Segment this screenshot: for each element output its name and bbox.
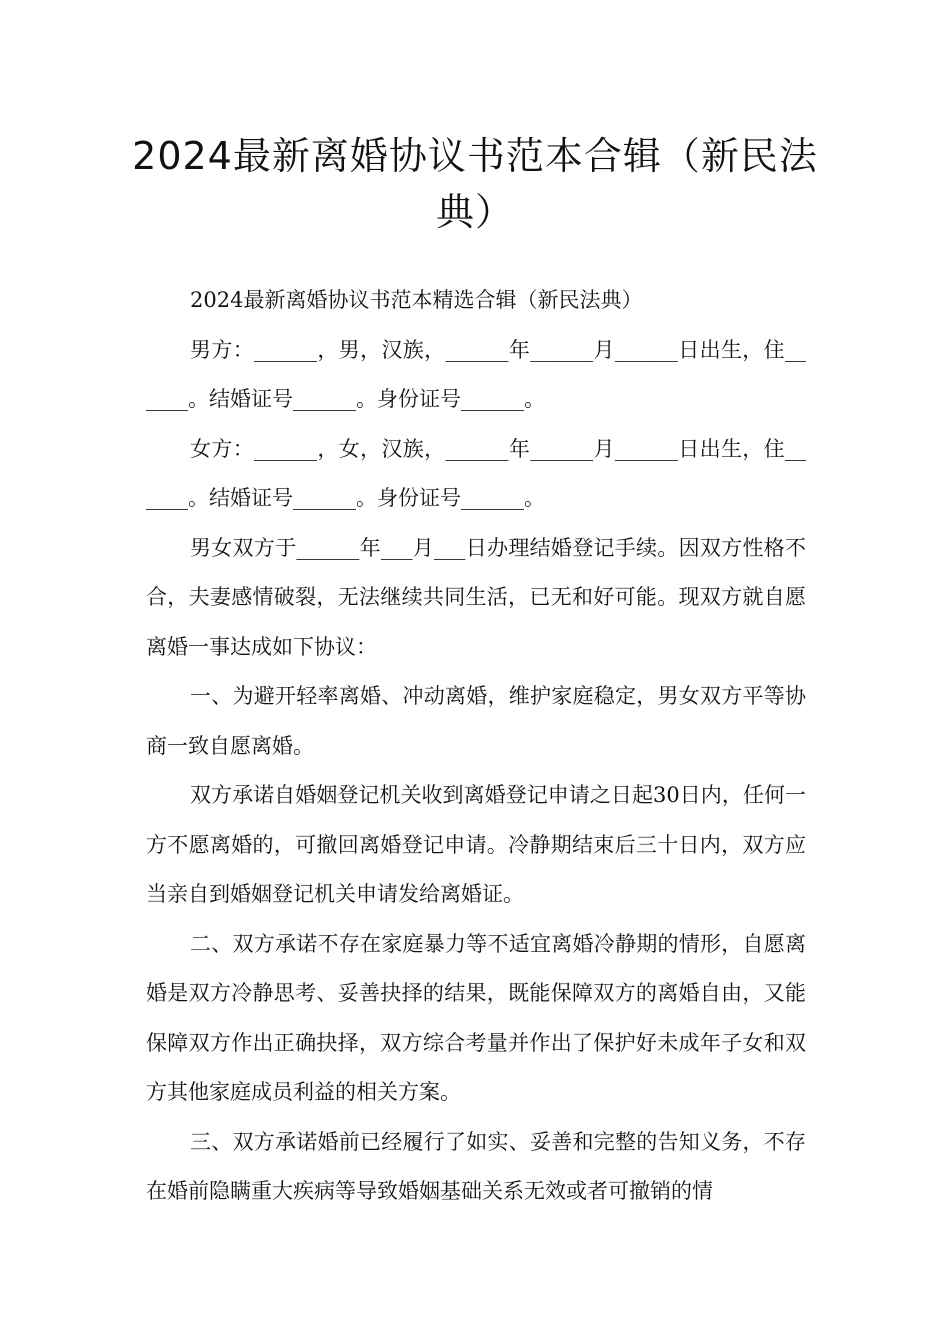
paragraph-marriage-registration: 男女双方于______年___月___日办理结婚登记手续。因双方性格不合，夫妻感情破裂，无法继续共同生活，已无和好可能。现双方就自愿离婚一事达成如下协议： xyxy=(146,535,806,659)
paragraph-clause-1: 一、为避开轻率离婚、冲动离婚，维护家庭稳定，男女双方平等协商一致自愿离婚。 xyxy=(146,684,806,758)
paragraph-clause-3: 三、双方承诺婚前已经履行了如实、妥善和完整的告知义务，不存在婚前隐瞒重大疾病等导致婚姻基础关系无效或者可撤销的情 xyxy=(146,1129,806,1203)
paragraph-subtitle: 2024最新离婚协议书范本精选合辑（新民法典） xyxy=(190,288,643,312)
document-body xyxy=(146,276,806,1217)
paragraph-female-party: 女方：______，女，汉族，______年______月______日出生，住______。结婚证号______。身份证号______。 xyxy=(146,436,806,510)
document-title: 2024最新离婚协议书范本合辑（新民法典） xyxy=(132,134,818,234)
paragraph-clause-2: 二、双方承诺不存在家庭暴力等不适宜离婚冷静期的情形，自愿离婚是双方冷静思考、妥善抉择的结果，既能保障双方的离婚自由，又能保障双方作出正确抉择，双方综合考量并作出了保护好未成年子女和双方其他家庭成员利益的相关方案。 xyxy=(146,931,806,1104)
paragraph-cooling-off: 双方承诺自婚姻登记机关收到离婚登记申请之日起30日内，任何一方不愿离婚的，可撤回离婚登记申请。冷静期结束后三十日内，双方应当亲自到婚姻登记机关申请发给离婚证。 xyxy=(146,783,806,906)
paragraph-male-party: 男方：______，男，汉族，______年______月______日出生，住______。结婚证号______。身份证号______。 xyxy=(146,337,806,411)
